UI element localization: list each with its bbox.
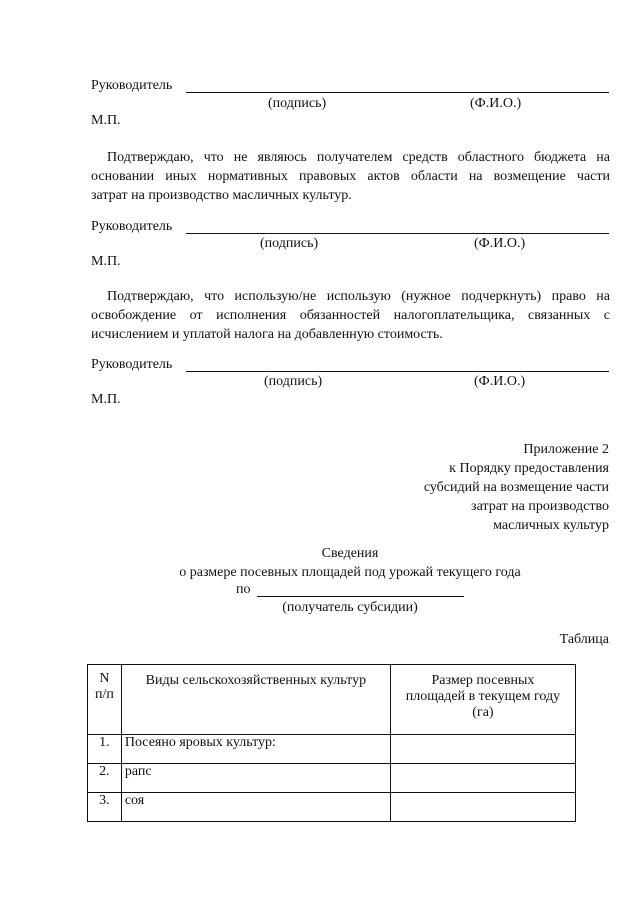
document-subtitle: о размере посевных площадей под урожай текущего года [179, 565, 521, 580]
row-crop: рапс [121, 764, 390, 793]
header-crops: Виды сельскохозяйственных культур [121, 665, 390, 735]
appendix-line-2: к Порядку предоставления [449, 461, 609, 476]
row-number: 2. [88, 764, 122, 793]
paragraph-2-line-3: исчислением и уплатой налога на добавленную стоимость. [91, 327, 443, 342]
signatory-label-3: Руководитель [91, 357, 173, 372]
header-number-line-1: N [99, 671, 110, 686]
stamp-label-1: М.П. [91, 113, 121, 128]
document-title: Сведения [321, 546, 379, 561]
recipient-by-label: по [236, 582, 251, 597]
paragraph-1-line-3: затрат на производство масличных культур. [91, 188, 352, 203]
signatory-label-1: Руководитель [91, 78, 173, 93]
crop-area-table [87, 664, 576, 822]
fio-caption-3: (Ф.И.О.) [474, 374, 526, 389]
row-crop: Посеяно яровых культур: [121, 735, 390, 764]
paragraph-1-line-2: основании иных нормативных правовых актов области на возмещение части [91, 169, 610, 184]
stamp-label-2: М.П. [91, 254, 121, 269]
appendix-line-4: затрат на производство [471, 499, 609, 514]
appendix-line-3: субсидий на возмещение части [423, 480, 609, 495]
appendix-line-5: масличных культур [493, 518, 609, 533]
recipient-caption: (получатель субсидии) [282, 600, 418, 615]
table-row [88, 793, 576, 822]
paragraph-2-line-2: освобождение от исполнения обязанностей налогоплательщика, связанных с [91, 308, 610, 323]
header-area-line-2: площадей в текущем году [405, 689, 561, 704]
header-area [390, 665, 575, 735]
row-number: 3. [88, 793, 122, 822]
table-header-row [88, 665, 576, 735]
signature-line-3[interactable] [186, 371, 609, 372]
fio-caption-1: (Ф.И.О.) [470, 96, 522, 111]
header-number [88, 665, 122, 735]
row-area-cell[interactable] [390, 793, 575, 822]
signature-caption-1: (подпись) [268, 96, 327, 111]
signatory-label-2: Руководитель [91, 219, 173, 234]
header-number-line-2: п/п [94, 687, 114, 702]
header-area-line-1: Размер посевных [431, 673, 535, 688]
signature-caption-3: (подпись) [264, 374, 323, 389]
confirmation-paragraph-2 [91, 287, 610, 344]
table-row [88, 764, 576, 793]
confirmation-paragraph-1 [91, 148, 610, 205]
signature-line-2[interactable] [186, 233, 609, 234]
row-crop: соя [121, 793, 390, 822]
table-row [88, 735, 576, 764]
header-area-line-3: (га) [472, 705, 494, 720]
recipient-line[interactable] [257, 596, 464, 597]
signature-line-1[interactable] [186, 92, 609, 93]
signature-caption-2: (подпись) [260, 236, 319, 251]
table-label: Таблица [559, 632, 609, 647]
appendix-number: Приложение 2 [523, 442, 609, 457]
paragraph-1-line-1: Подтверждаю, что не являюсь получателем средств областного бюджета на [107, 150, 610, 165]
paragraph-2-line-1: Подтверждаю, что использую/не использую (нужное подчеркнуть) право на [107, 289, 610, 304]
row-number: 1. [88, 735, 122, 764]
row-area-cell[interactable] [390, 764, 575, 793]
row-area-cell[interactable] [390, 735, 575, 764]
stamp-label-3: М.П. [91, 392, 121, 407]
fio-caption-2: (Ф.И.О.) [474, 236, 526, 251]
